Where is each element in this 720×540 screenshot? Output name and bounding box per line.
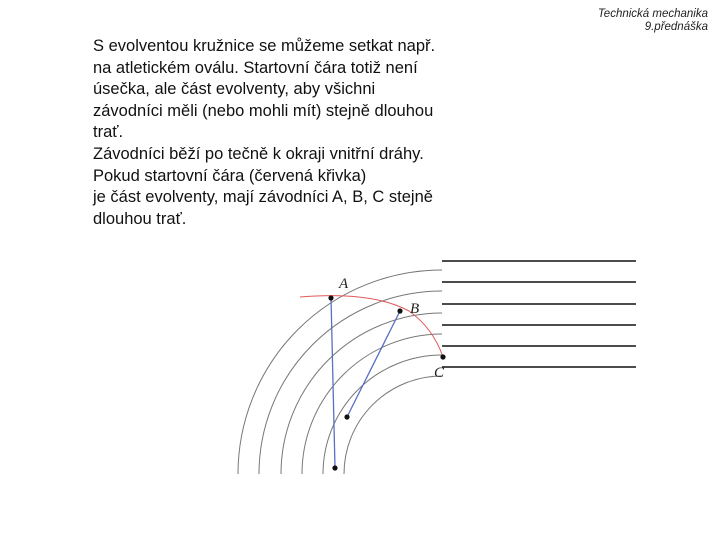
- tangent-foot-a: [332, 465, 337, 470]
- text-line: trať.: [93, 123, 124, 142]
- text-line: na atletickém oválu. Startovní čára totiž není: [93, 58, 418, 77]
- diagram-points: [328, 295, 445, 470]
- label-c: C: [434, 365, 445, 381]
- text-line: Pokud startovní čára (červená křivka): [93, 166, 367, 185]
- label-a: A: [339, 276, 349, 292]
- lane-arc-3: [302, 334, 442, 474]
- text-line: S evolventou kružnice se můžeme setkat např.: [93, 37, 436, 55]
- point-c: [440, 354, 445, 359]
- text-line: je část evolventy, mají závodníci A, B, C stejně: [93, 188, 433, 207]
- lecture-number: 9.přednáška: [644, 21, 708, 33]
- tangent-foot-b: [344, 414, 349, 419]
- text-line: dlouhou trať.: [93, 209, 187, 228]
- text-line: úsečka, ale část evolventy, aby všichni: [93, 80, 376, 99]
- point-b: [397, 308, 402, 313]
- course-title: Technická mechanika: [597, 8, 708, 20]
- lane-arc-5: [259, 291, 442, 474]
- track-straights: [442, 261, 636, 367]
- point-a: [328, 295, 333, 300]
- lane-arc-2: [323, 355, 442, 474]
- text-line: závodníci měli (nebo mohli mít) stejně dlouhou: [93, 101, 434, 120]
- lane-arc-4: [281, 313, 442, 474]
- tangent-line-a: [331, 298, 335, 468]
- text-line: Závodníci běží po tečně k okraji vnitřní dráhy.: [93, 144, 424, 163]
- lane-arc-1: [344, 376, 442, 474]
- label-b: B: [410, 301, 420, 317]
